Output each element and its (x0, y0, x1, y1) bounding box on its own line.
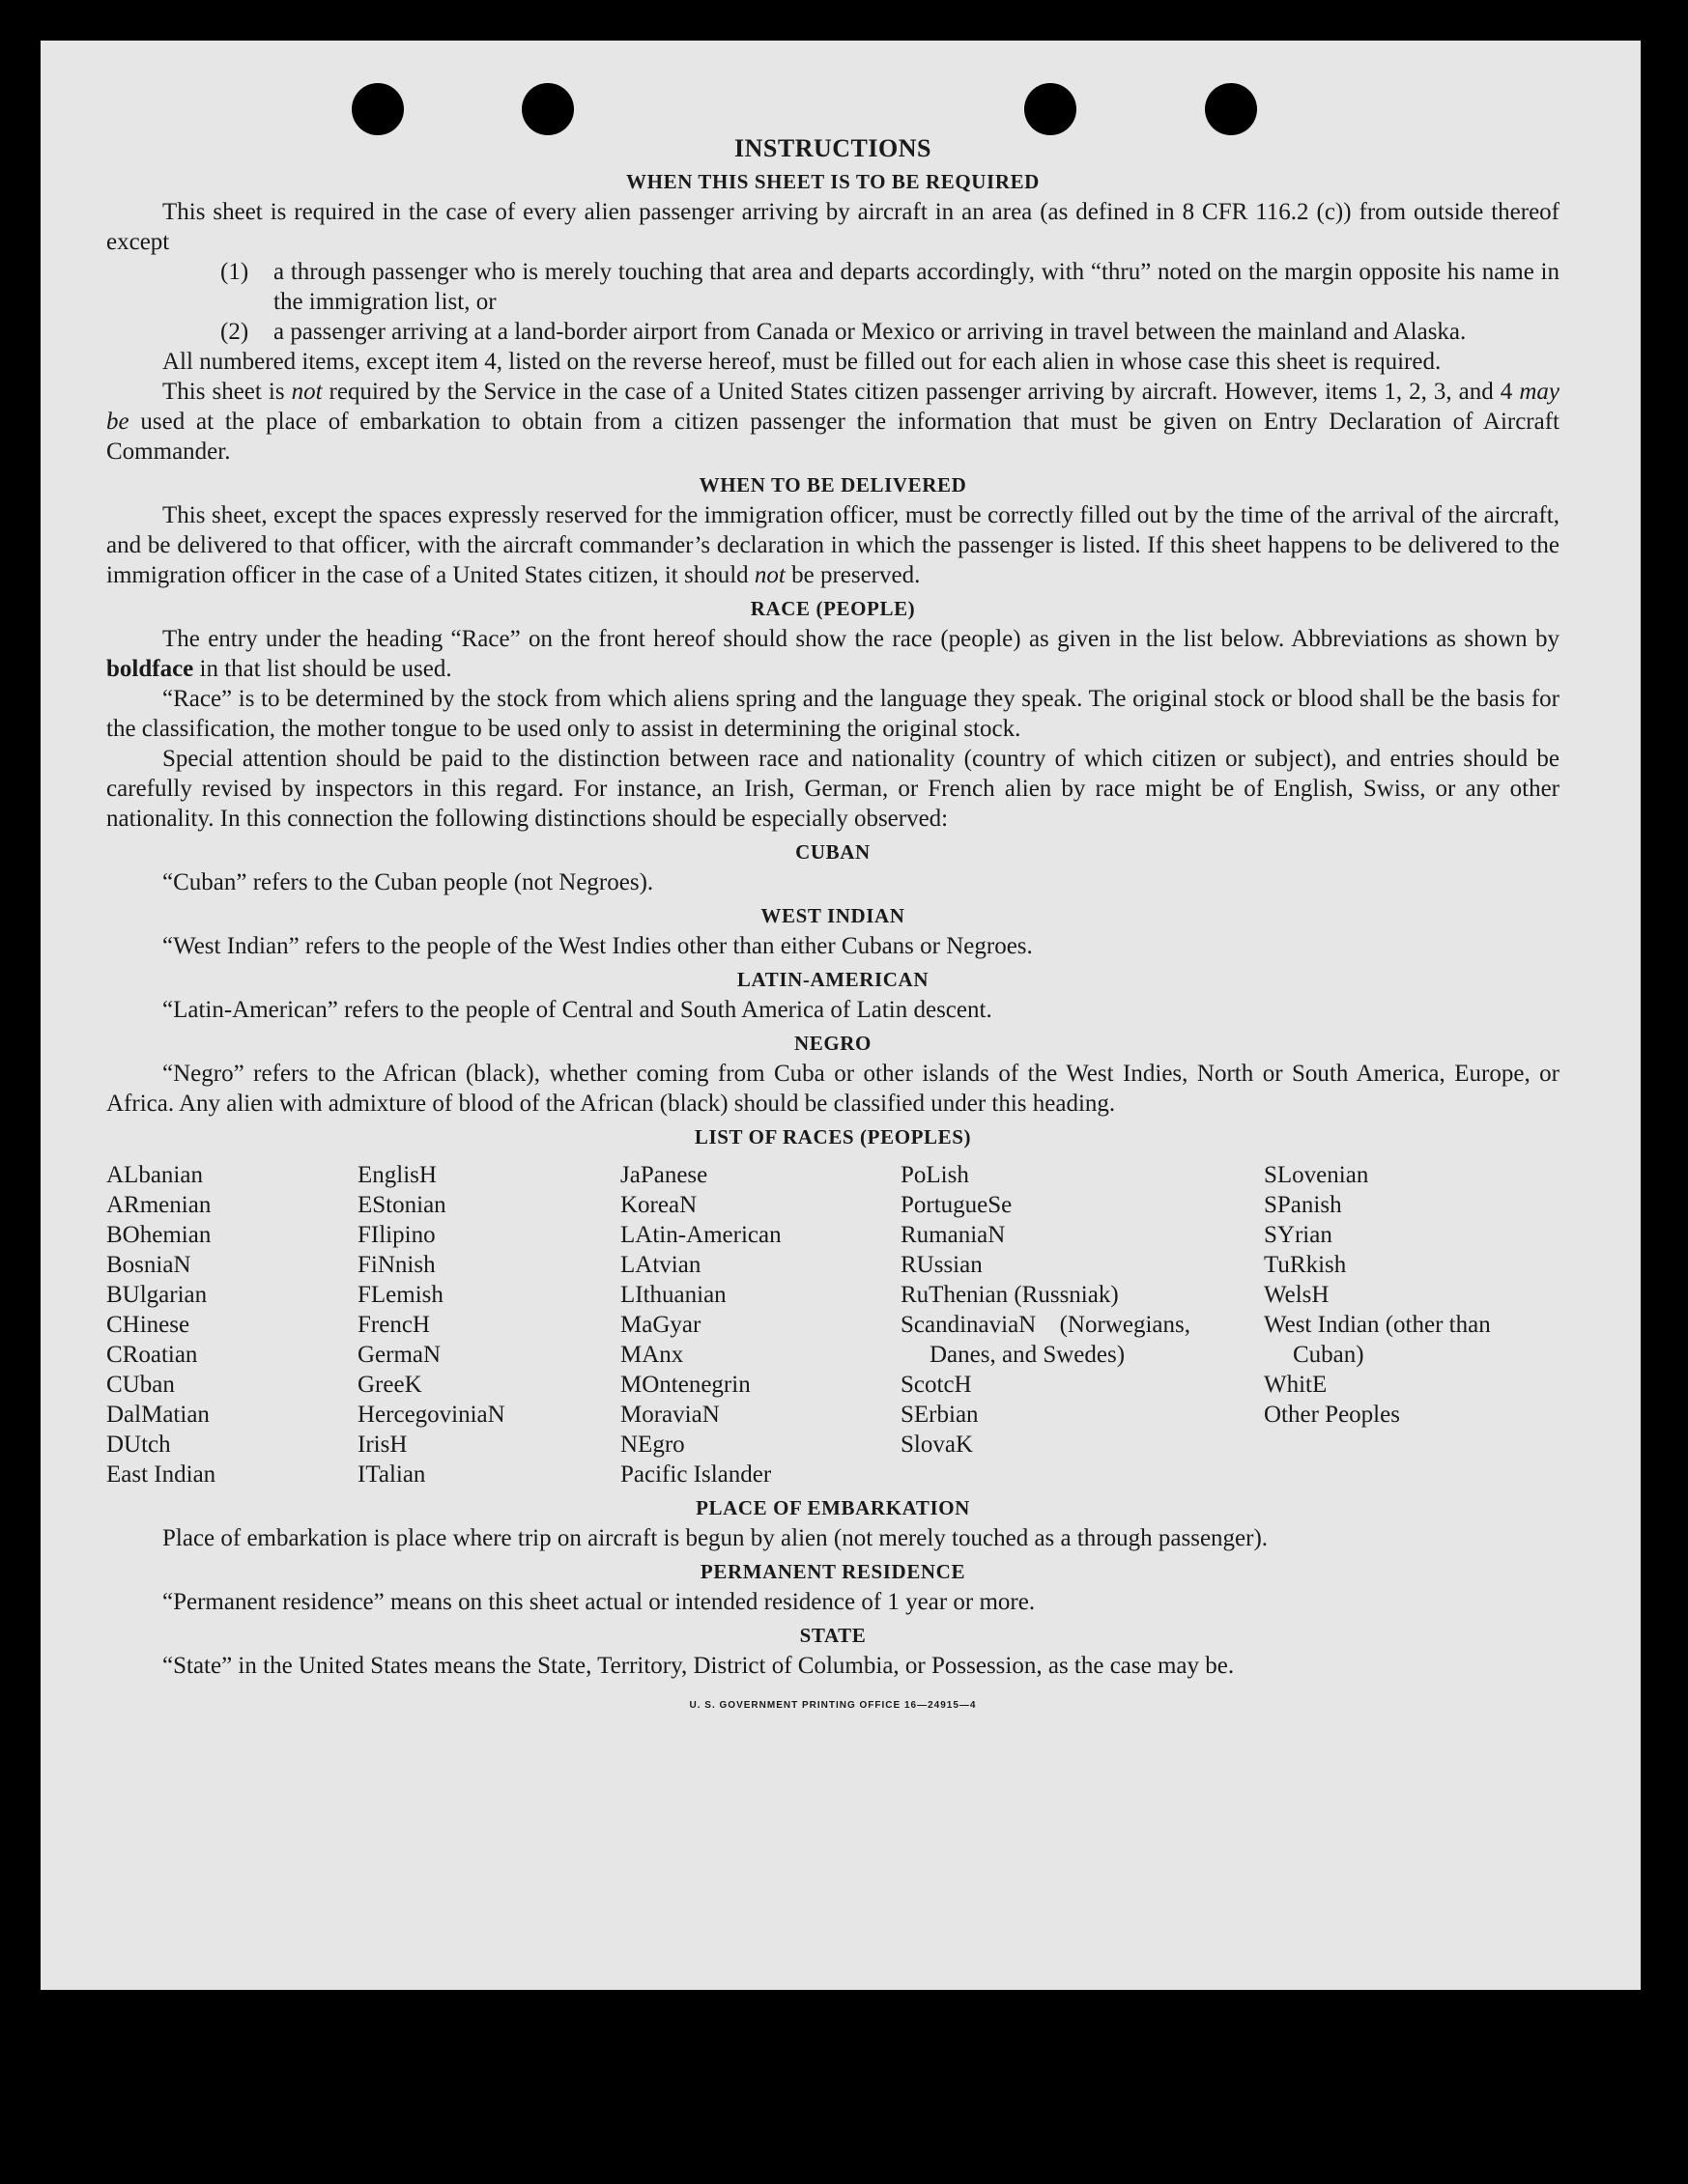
race-entry: Other Peoples (1264, 1402, 1400, 1428)
paragraph-citizen (106, 377, 1559, 467)
numbered-item-1 (106, 257, 1559, 317)
emphasis-text: may be (106, 379, 1559, 435)
race-entry: SPanish (1264, 1192, 1342, 1218)
race-entry: FrencH (358, 1312, 430, 1338)
race-column-5 (1264, 1160, 1521, 1489)
numbered-item-2 (106, 317, 1559, 347)
section-heading-embarkation: PLACE OF EMBARKATION (696, 1496, 970, 1519)
paragraph-embarkation: Place of embarkation is place where trip on aircraft is begun by alien (not merely touched as a through passenger). (162, 1525, 1269, 1551)
section-heading-when-delivered: WHEN TO BE DELIVERED (699, 473, 967, 496)
race-entry: KoreaN (620, 1192, 698, 1218)
race-entry: FLemish (358, 1282, 443, 1308)
race-entry: SErbian (901, 1402, 979, 1428)
race-entry: RUssian (901, 1252, 983, 1278)
race-entry: WelsH (1264, 1282, 1330, 1308)
punch-hole (1205, 83, 1257, 135)
paragraph-delivery (106, 500, 1559, 590)
race-entry: LAtin-American (620, 1222, 782, 1248)
paragraph-negro: “Negro” refers to the African (black), whether coming from Cuba or other islands of the West Indies, North or South America, Europe, or Africa. Any alien with admixture of blood of the African (black) should be classified under this heading. (106, 1061, 1559, 1117)
paragraph-latin-american: “Latin-American” refers to the people of Central and South America of Latin descent. (162, 997, 992, 1023)
race-column-4 (901, 1160, 1190, 1489)
race-entry: IrisH (358, 1432, 408, 1458)
race-entry: PortugueSe (901, 1192, 1013, 1218)
race-list (106, 1160, 1559, 1489)
race-entry: MoraviaN (620, 1402, 720, 1428)
printing-office-footer: U. S. GOVERNMENT PRINTING OFFICE 16—24915—4 (689, 1700, 977, 1711)
paragraph-residence: “Permanent residence” means on this sheet actual or intended residence of 1 year or more. (162, 1589, 1036, 1615)
text-segment: in that list should be used. (193, 656, 452, 682)
bold-text: boldface (106, 656, 194, 682)
page-title: INSTRUCTIONS (734, 134, 931, 162)
item-number: (1) (220, 259, 249, 285)
race-entry: ALbanian (106, 1162, 203, 1188)
race-entry: CRoatian (106, 1342, 198, 1368)
paragraph-cuban: “Cuban” refers to the Cuban people (not Negroes). (162, 869, 654, 895)
section-heading-residence: PERMANENT RESIDENCE (700, 1560, 966, 1583)
race-entry: DalMatian (106, 1402, 210, 1428)
punch-hole (522, 83, 574, 135)
race-entry: SLovenian (1264, 1162, 1369, 1188)
race-entry: ScandinaviaN (Norwegians, Danes, and Swedes) (901, 1312, 1190, 1368)
race-entry: RuThenian (Russniak) (901, 1282, 1119, 1308)
race-entry: TuRkish (1264, 1252, 1347, 1278)
paragraph-state: “State” in the United States means the State, Territory, District of Columbia, or Possession, as the case may be. (162, 1653, 1235, 1679)
item-text: a through passenger who is merely touching that area and departs accordingly, with “thru” noted on the margin opposite his name in the immigration list, or (273, 259, 1559, 315)
race-entry: HercegoviniaN (358, 1402, 505, 1428)
emphasis-text: not (291, 379, 323, 405)
race-entry: MOntenegrin (620, 1372, 751, 1398)
race-entry: BUlgarian (106, 1282, 208, 1308)
text-segment: This sheet is (162, 379, 292, 405)
text-segment: required by the Service in the case of a United States citizen passenger arriving by aircraft. However, items 1, 2, 3, and 4 (322, 379, 1520, 405)
race-entry: SYrian (1264, 1222, 1332, 1248)
race-entry: BosniaN (106, 1252, 191, 1278)
race-entry: GreeK (358, 1372, 422, 1398)
race-entry: EStonian (358, 1192, 446, 1218)
section-heading-cuban: CUBAN (795, 840, 871, 864)
item-number: (2) (220, 319, 249, 345)
paragraph-numbered-items: All numbered items, except item 4, listed on the reverse hereof, must be filled out for each alien in whose case this sheet is required. (162, 349, 1442, 375)
paragraph-west-indian: “West Indian” refers to the people of the West Indies other than either Cubans or Negroes. (162, 933, 1033, 959)
race-entry: DUtch (106, 1432, 171, 1458)
race-entry: JaPanese (620, 1162, 708, 1188)
race-column-2 (358, 1160, 620, 1489)
race-entry: ITalian (358, 1461, 426, 1488)
race-entry: CUban (106, 1372, 175, 1398)
race-entry: WhitE (1264, 1372, 1328, 1398)
race-entry: Pacific Islander (620, 1461, 772, 1488)
race-entry: East Indian (106, 1461, 216, 1488)
section-heading-latin-american: LATIN-AMERICAN (736, 968, 930, 991)
race-entry: NEgro (620, 1432, 685, 1458)
list-of-races-heading: LIST OF RACES (PEOPLES) (694, 1125, 972, 1149)
section-heading-when-required: WHEN THIS SHEET IS TO BE REQUIRED (626, 170, 1040, 193)
race-entry: LAtvian (620, 1252, 701, 1278)
punch-hole (1024, 83, 1076, 135)
race-column-3 (620, 1160, 901, 1489)
race-entry: LIthuanian (620, 1282, 727, 1308)
section-heading-negro: NEGRO (793, 1032, 872, 1055)
race-entry: RumaniaN (901, 1222, 1006, 1248)
race-entry: BOhemian (106, 1222, 212, 1248)
emphasis-text: not (754, 562, 786, 588)
race-column-1 (106, 1160, 358, 1489)
race-entry: PoLish (901, 1162, 969, 1188)
race-entry: MAnx (620, 1342, 684, 1368)
item-text: a passenger arriving at a land-border airport from Canada or Mexico or arriving in travel between the mainland and Alaska. (273, 319, 1467, 345)
race-entry: West Indian (other than Cuban) (1264, 1312, 1491, 1368)
section-heading-state: STATE (799, 1624, 867, 1647)
punch-hole (352, 83, 404, 135)
paragraph-race-entry (106, 624, 1559, 684)
text-segment: used at the place of embarkation to obtain from a citizen passenger the information that must be given on Entry Declaration of Aircraft Commander. (106, 409, 1559, 465)
race-entry: ARmenian (106, 1192, 212, 1218)
instructions-body (106, 133, 1559, 1720)
race-entry: CHinese (106, 1312, 190, 1338)
section-heading-race: RACE (PEOPLE) (750, 597, 916, 620)
race-entry: EnglisH (358, 1162, 437, 1188)
race-entry: MaGyar (620, 1312, 701, 1338)
race-entry: FiNnish (358, 1252, 436, 1278)
text-segment: be preserved. (785, 562, 921, 588)
text-segment: The entry under the heading “Race” on the front hereof should show the race (people) as given in the list below. Abbreviations as shown by (162, 626, 1559, 652)
race-entry: ScotcH (901, 1372, 972, 1398)
section-heading-west-indian: WEST INDIAN (760, 904, 905, 927)
race-entry: GermaN (358, 1342, 442, 1368)
paragraph-race-stock: “Race” is to be determined by the stock from which aliens spring and the language they speak. The original stock or blood shall be the basis for the classification, the mother tongue to be used only to assist in determining the original stock. (106, 686, 1559, 742)
race-entry: SlovaK (901, 1432, 973, 1458)
text-segment: This sheet, except the spaces expressly reserved for the immigration officer, must be correctly filled out by the time of the arrival of the aircraft, and be delivered to that officer, with the aircraft commander’s declaration in which the passenger is listed. If this sheet happens to be delivered to the immigration officer in the case of a United States citizen, it should (106, 502, 1559, 588)
race-entry: FIlipino (358, 1222, 436, 1248)
paragraph-race-nationality: Special attention should be paid to the distinction between race and nationality (country of which citizen or subject), and entries should be carefully revised by inspectors in this regard. For instance, an Irish, German, or French alien by race might be of English, Swiss, or any other nationality. In this connection the following distinctions should be especially observed: (106, 746, 1559, 832)
paragraph-required-intro: This sheet is required in the case of every alien passenger arriving by aircraft in an area (as defined in 8 CFR 116.2 (c)) from outside thereof except (106, 199, 1559, 255)
